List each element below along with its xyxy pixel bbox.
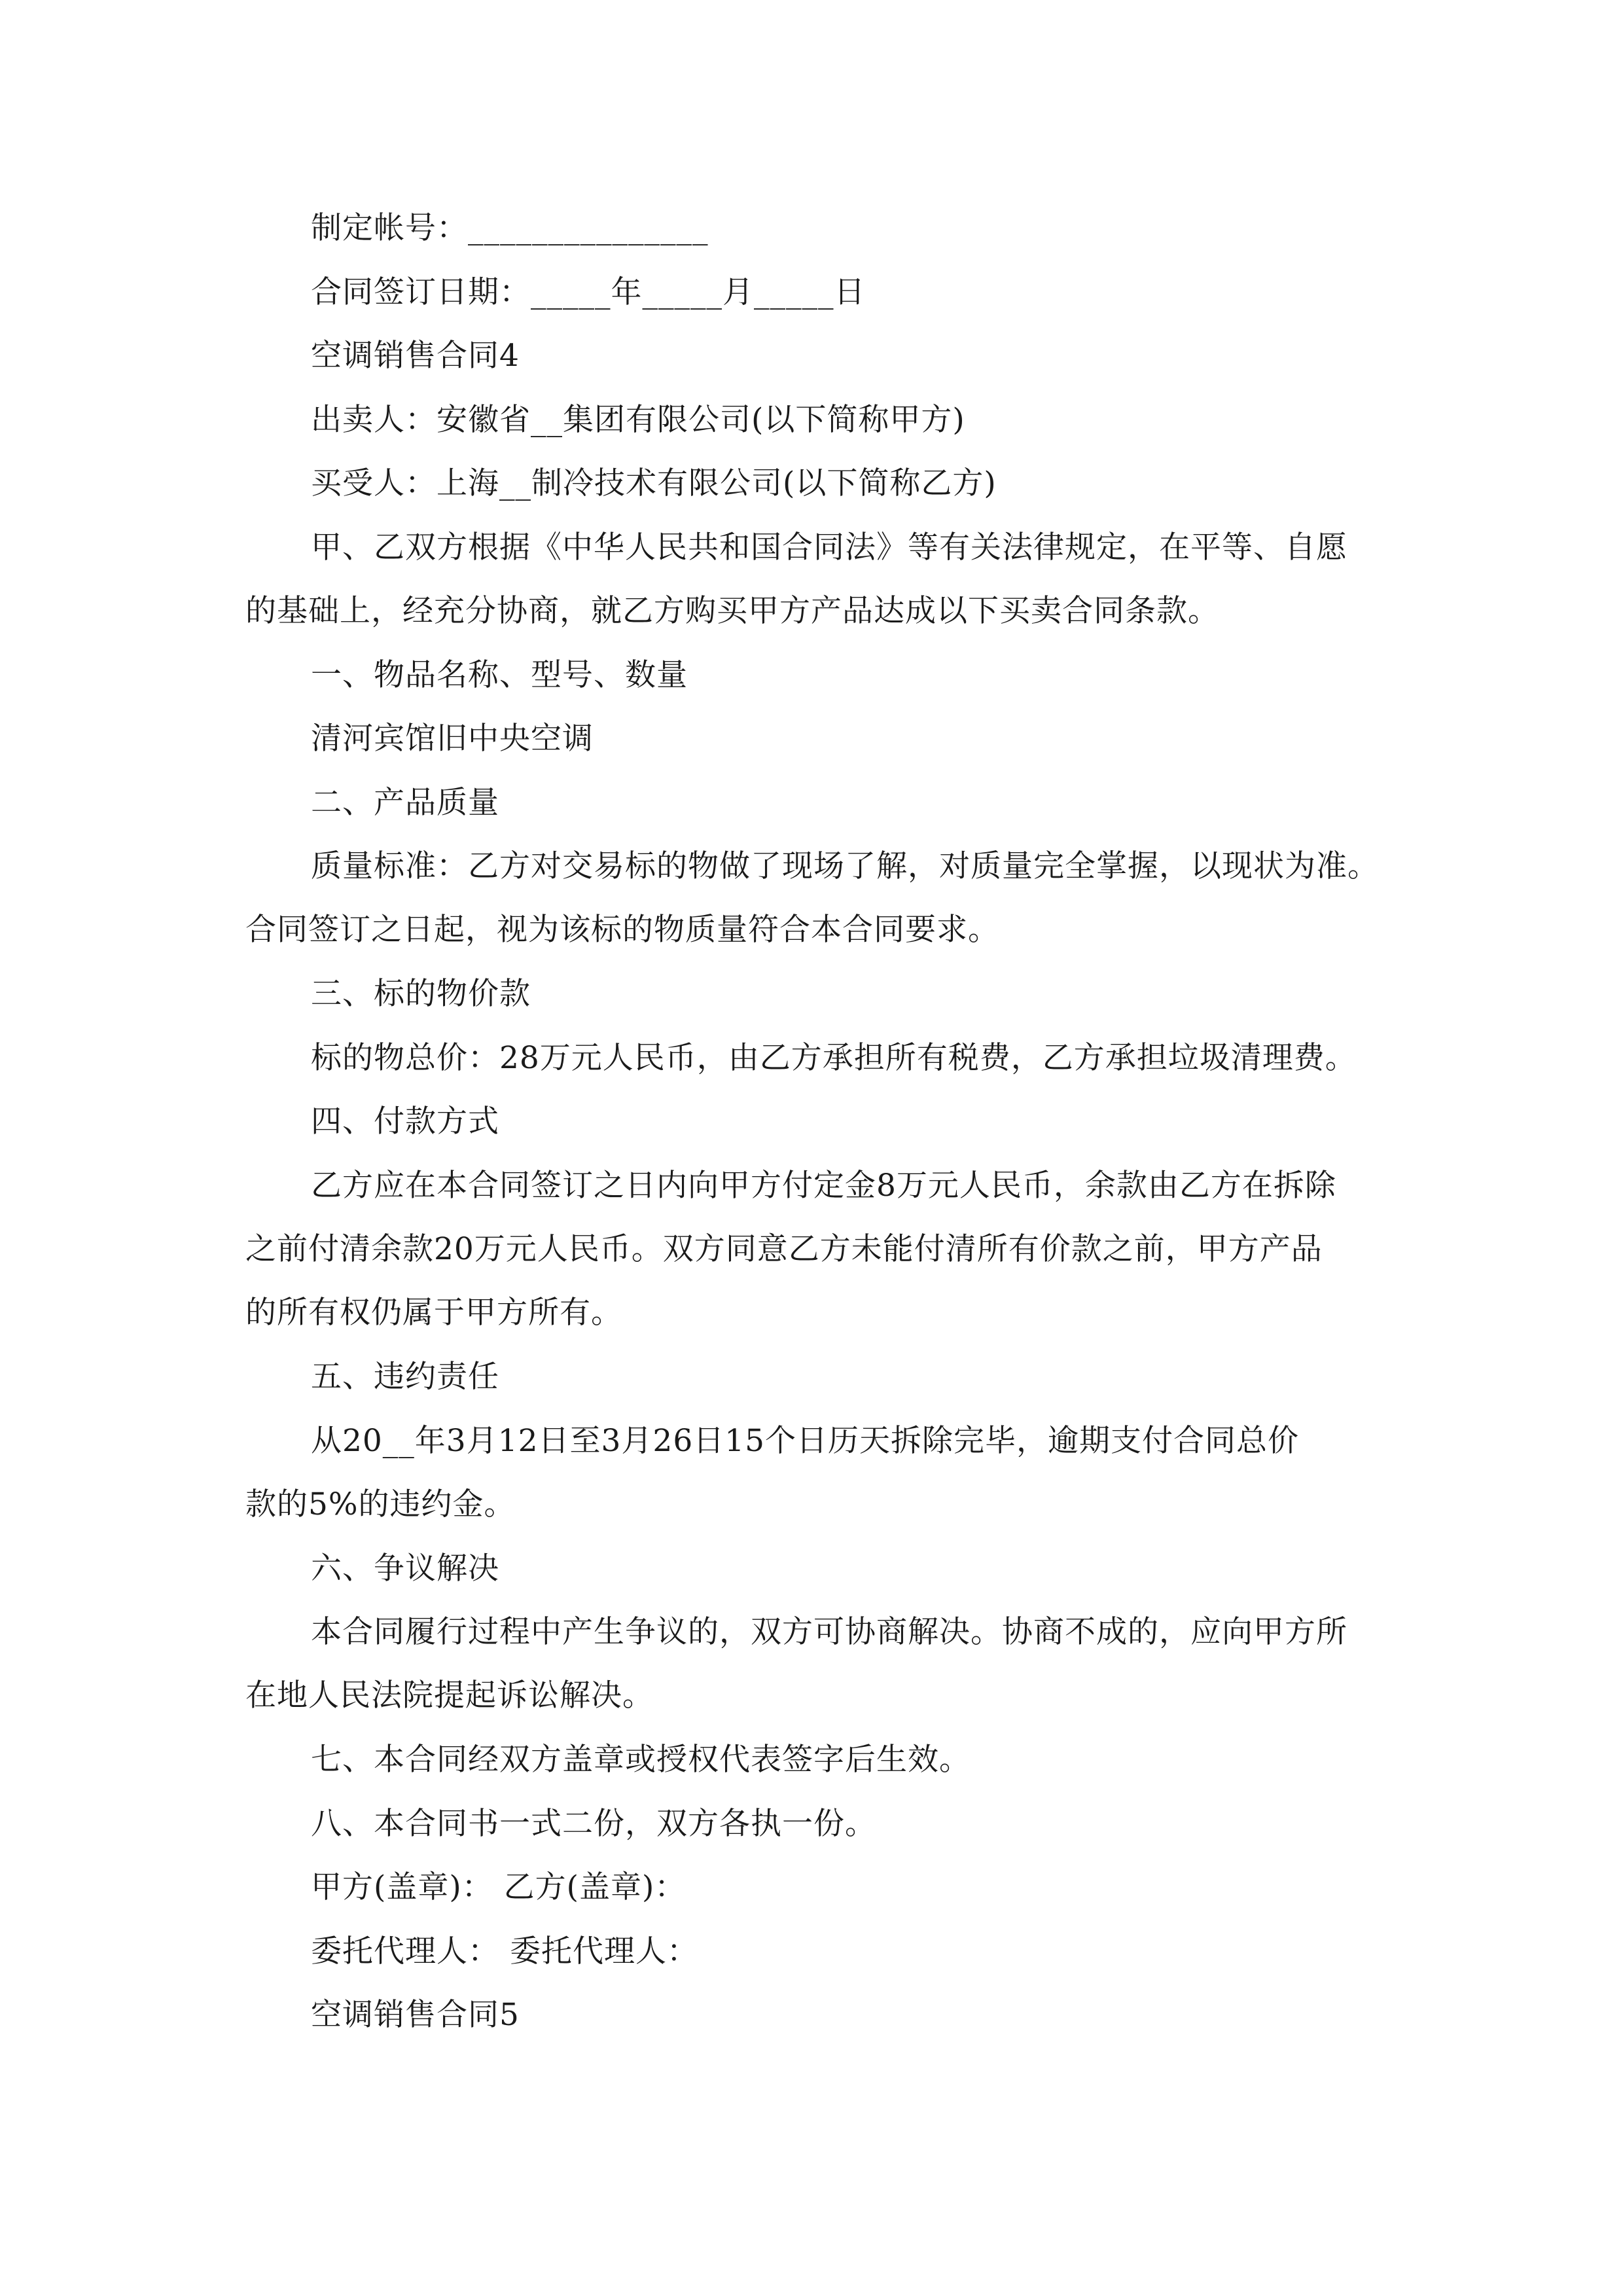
paragraph [245,707,1397,770]
text-line: 本合同履行过程中产生争议的，双方可协商解决。协商不成的，应向甲方所 [311,1614,1347,1650]
text-line: 之前付清余款20万元人民币。双方同意乙方未能付清所有价款之前，甲方产品 [245,1230,1323,1267]
text-line: 在地人民法院提起诉讼解决。 [245,1677,654,1713]
paragraph [245,962,1397,1026]
paragraph [245,1792,1397,1856]
text-line: 六、争议解决 [311,1550,499,1587]
text-line: 买受人：上海__制冷技术有限公司(以下简称乙方) [311,465,997,501]
text-line: 委托代理人： 委托代理人： [311,1933,698,1969]
text-line: 空调销售合同5 [311,1997,520,2033]
paragraph [245,1728,1397,1791]
paragraph [245,452,1397,515]
text-line: 三、标的物价款 [311,976,531,1012]
text-line: 七、本合同经双方盖章或授权代表签字后生效。 [311,1742,971,1778]
text-line: 标的物总价：28万元人民币，由乙方承担所有税费，乙方承担垃圾清理费。 [311,1039,1357,1076]
text-line: 的所有权仍属于甲方所有。 [245,1294,622,1331]
text-line: 甲方(盖章)： 乙方(盖章)： [311,1869,687,1905]
paragraph [245,516,1397,643]
paragraph [245,260,1397,324]
text-line: 二、产品质量 [311,784,499,821]
paragraph [245,1090,1397,1153]
text-line: 四、付款方式 [311,1103,499,1139]
paragraph [245,1600,1397,1727]
text-line: 质量标准：乙方对交易标的物做了现场了解，对质量完全掌握，以现状为准。 [311,848,1379,884]
text-line: 的基础上，经充分协商，就乙方购买甲方产品达成以下买卖合同条款。 [245,592,1219,629]
paragraph [245,1920,1397,1983]
text-line: 乙方应在本合同签订之日内向甲方付定金8万元人民币，余款由乙方在拆除 [311,1167,1336,1204]
text-line: 合同签订日期：_____年_____月_____日 [311,274,866,310]
paragraph [245,1537,1397,1600]
text-line: 空调销售合同4 [311,338,520,374]
paragraph [245,1154,1397,1344]
paragraph [245,771,1397,834]
paragraph [245,1026,1397,1090]
text-line: 从20__年3月12日至3月26日15个日历天拆除完毕，逾期支付合同总价 [311,1422,1300,1459]
text-line: 清河宾馆旧中央空调 [311,721,594,757]
text-line: 八、本合同书一式二份，双方各执一份。 [311,1805,876,1842]
paragraph [245,643,1397,707]
paragraph [245,834,1397,961]
text-line: 制定帐号：_______________ [311,210,709,246]
text-line: 五、违约责任 [311,1359,499,1395]
text-line: 合同签订之日起，视为该标的物质量符合本合同要求。 [245,912,999,948]
text-line: 出卖人：安徽省__集团有限公司(以下简称甲方) [311,401,965,438]
paragraph [245,1983,1397,2047]
text-line: 一、物品名称、型号、数量 [311,656,688,693]
paragraph [245,1409,1397,1536]
paragraph [245,388,1397,452]
paragraph [245,1856,1397,1919]
text-line: 甲、乙双方根据《中华人民共和国合同法》等有关法律规定，在平等、自愿 [311,529,1347,565]
paragraph [245,1345,1397,1408]
paragraph [245,324,1397,387]
paragraph [245,196,1397,260]
text-line: 款的5%的违约金。 [245,1486,516,1522]
